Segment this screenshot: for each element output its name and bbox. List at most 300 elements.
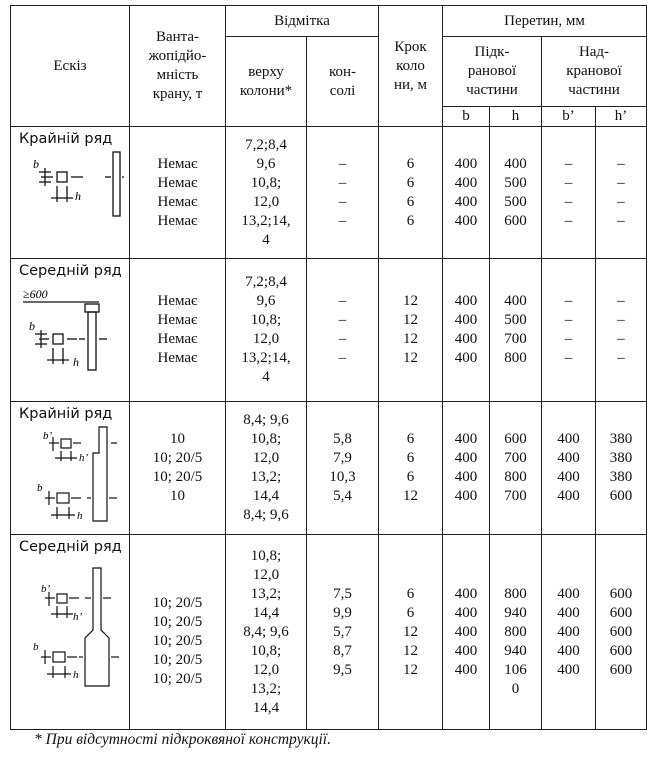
cell-line xyxy=(379,680,442,699)
b-prime-cell xyxy=(542,127,596,259)
header-b-prime: b’ xyxy=(542,107,596,127)
cell-line: Над- xyxy=(578,44,610,60)
cell-line xyxy=(490,566,541,585)
cell-line: 7,2;8,4 xyxy=(245,136,287,153)
cell-line xyxy=(379,566,442,585)
cell-line: 10,8; xyxy=(250,642,282,659)
cell-line: 400 xyxy=(454,174,478,191)
cell-line: 400 xyxy=(557,585,580,602)
cell-line xyxy=(596,506,646,525)
cell-line: 12,0 xyxy=(252,193,280,210)
cell-line: 10 xyxy=(170,488,185,504)
cell-line: 7,5 xyxy=(333,585,352,602)
cell-line: 8,4; 9,6 xyxy=(243,507,289,523)
header-mark: Відмітка xyxy=(226,6,379,37)
cell-line: 500 xyxy=(504,193,527,210)
cell-line: 400 xyxy=(454,155,478,172)
cell-line: коло xyxy=(396,57,425,74)
cell-line xyxy=(490,231,541,250)
cell-line: 400 xyxy=(454,431,478,447)
capacity-cell xyxy=(130,402,226,535)
cell-line: 940 xyxy=(504,642,527,659)
cell-line xyxy=(307,699,378,718)
cell-line: 14,4 xyxy=(252,488,280,504)
cell-line: 400 xyxy=(557,604,580,621)
cell-line: 800 xyxy=(504,585,527,602)
svg-text:b: b xyxy=(33,641,39,653)
cell-line: 6 xyxy=(406,450,415,466)
header-capacity xyxy=(130,6,226,127)
cell-line: 6 xyxy=(406,604,415,621)
cell-line: 8,4; 9,6 xyxy=(243,412,289,428)
cell-line: 14,4 xyxy=(252,604,280,621)
header-step xyxy=(379,6,443,127)
cell-line: 9,5 xyxy=(333,661,352,678)
cell-line: 400 xyxy=(454,642,478,659)
b-cell xyxy=(443,259,490,402)
h-cell xyxy=(490,127,542,259)
b-prime-cell xyxy=(542,259,596,402)
cell-line: 380 xyxy=(609,450,633,466)
cell-line: 0 xyxy=(511,680,520,697)
cell-line: колони* xyxy=(239,82,293,99)
cell-line: 940 xyxy=(504,604,527,621)
cell-line: 6 xyxy=(406,585,415,602)
cell-line: 7,9 xyxy=(333,450,352,466)
cell-line: – xyxy=(564,350,573,366)
cell-line xyxy=(130,689,225,708)
cell-line: 9,6 xyxy=(256,155,276,172)
cell-line: Немає xyxy=(157,155,198,172)
cell-line: – xyxy=(338,331,347,347)
cell-line: жопідйо- xyxy=(148,48,207,64)
cell-line xyxy=(307,680,378,699)
cell-line: Ванта- xyxy=(155,29,200,45)
console-cell xyxy=(307,535,379,730)
cell-line xyxy=(307,231,378,250)
svg-text:h: h xyxy=(77,510,83,522)
cell-line: – xyxy=(338,212,347,229)
header-sub-crane xyxy=(443,37,542,107)
cell-line xyxy=(307,566,378,585)
cell-line: 600 xyxy=(609,488,633,504)
cell-line xyxy=(130,708,225,727)
h-prime-cell xyxy=(596,402,647,535)
cell-line: – xyxy=(564,212,573,229)
cell-line: 106 xyxy=(504,661,527,678)
cell-line: 9,9 xyxy=(333,604,352,621)
cell-line: 10; 20/5 xyxy=(152,671,203,687)
cell-line: 400 xyxy=(454,623,478,640)
cell-line xyxy=(443,566,489,585)
cell-line xyxy=(542,566,595,585)
cell-line xyxy=(307,136,378,155)
cell-line: 10; 20/5 xyxy=(152,652,203,668)
cell-line xyxy=(130,368,225,387)
cell-line: 10; 20/5 xyxy=(152,614,203,630)
cell-line: 400 xyxy=(454,585,478,602)
cell-line: 400 xyxy=(454,450,478,466)
cell-line: 600 xyxy=(609,642,633,659)
cell-line: 10,8; xyxy=(250,431,282,447)
cell-line xyxy=(443,273,489,292)
cell-line xyxy=(130,411,225,430)
b-cell xyxy=(443,535,490,730)
cell-line xyxy=(443,547,489,566)
cell-line: 10; 20/5 xyxy=(152,469,203,485)
cell-line: 6 xyxy=(406,431,415,447)
cell-line: 400 xyxy=(454,469,478,485)
header-mark-top xyxy=(226,37,307,127)
h-prime-cell xyxy=(596,259,647,402)
sketch-middle-row-no-crane: Середній ряд ≥600 b h xyxy=(11,259,130,402)
cell-line: – xyxy=(564,331,573,347)
svg-text:b: b xyxy=(29,319,35,333)
cell-line: 380 xyxy=(609,469,633,485)
table-row xyxy=(11,402,647,535)
column-sketch-icon xyxy=(19,558,124,688)
cell-line: – xyxy=(338,155,347,172)
cell-line xyxy=(542,506,595,525)
step-cell xyxy=(379,402,443,535)
cell-line: 10,8; xyxy=(250,174,282,191)
cell-line xyxy=(130,231,225,250)
cell-line xyxy=(490,547,541,566)
cell-line: 10 xyxy=(170,431,185,447)
column-spec-table xyxy=(10,5,647,730)
cell-line xyxy=(307,273,378,292)
cell-line: 13,2; xyxy=(250,469,282,485)
console-cell xyxy=(307,259,379,402)
cell-line xyxy=(379,136,442,155)
cell-line xyxy=(443,506,489,525)
cell-line xyxy=(443,231,489,250)
cell-line xyxy=(130,136,225,155)
cell-line xyxy=(130,556,225,575)
cell-line: 6 xyxy=(406,155,415,172)
cell-line xyxy=(490,368,541,387)
cell-line: 800 xyxy=(504,469,527,485)
svg-text:h: h xyxy=(75,189,81,203)
cell-line xyxy=(596,547,646,566)
cell-line: частини xyxy=(568,82,620,98)
cell-line xyxy=(596,411,646,430)
svg-text:b: b xyxy=(33,157,39,171)
cell-line: Немає xyxy=(157,174,198,191)
cell-line: 6 xyxy=(406,174,415,191)
cell-line: кон- xyxy=(328,63,357,80)
header-h-prime: h’ xyxy=(596,107,647,127)
column-sketch-icon xyxy=(19,425,124,525)
cell-line xyxy=(443,680,489,699)
sketch-middle-row-crane: Середній ряд b’ h’ b h xyxy=(11,535,130,730)
b-prime-cell xyxy=(542,535,596,730)
sketch-edge-row-crane: Крайній ряд b’ h’ b h xyxy=(11,402,130,535)
cell-line: 12 xyxy=(403,293,418,309)
cell-line: 7,2;8,4 xyxy=(245,274,287,290)
b-cell xyxy=(443,402,490,535)
cell-line xyxy=(379,368,442,387)
cell-line: 400 xyxy=(557,488,580,504)
cell-line xyxy=(490,136,541,155)
cell-line: Підк- xyxy=(474,44,510,60)
cell-line: 12,0 xyxy=(252,566,280,583)
cell-line xyxy=(130,575,225,594)
cell-line xyxy=(596,680,646,699)
cell-line: 500 xyxy=(504,174,527,191)
cell-line: 12 xyxy=(403,331,418,347)
mark-top-cell xyxy=(226,535,307,730)
cell-line: – xyxy=(617,212,625,229)
cell-line xyxy=(130,537,225,556)
cell-line xyxy=(596,273,646,292)
cell-line: 400 xyxy=(557,469,580,485)
cell-line xyxy=(307,547,378,566)
cell-line: Немає xyxy=(157,312,198,328)
cell-line xyxy=(596,136,646,155)
cell-line: 400 xyxy=(454,193,478,210)
cell-line: 13,2;14, xyxy=(241,212,291,229)
cell-line: Немає xyxy=(157,293,198,309)
console-cell xyxy=(307,402,379,535)
cell-line xyxy=(596,368,646,387)
cell-line xyxy=(490,411,541,430)
cell-line xyxy=(379,273,442,292)
cell-line xyxy=(379,231,442,250)
cell-line xyxy=(130,506,225,525)
cell-line xyxy=(379,506,442,525)
svg-text:h’: h’ xyxy=(73,611,83,623)
cell-line xyxy=(542,136,595,155)
cell-line: 400 xyxy=(454,312,478,328)
cell-line: – xyxy=(338,193,347,210)
cell-line: 400 xyxy=(454,212,478,229)
cell-line: 10,8; xyxy=(250,312,282,328)
cell-line: 400 xyxy=(557,642,580,659)
cell-line: 8,7 xyxy=(333,642,352,659)
cell-line: 10; 20/5 xyxy=(152,595,203,611)
cell-line: 12 xyxy=(403,642,418,659)
capacity-cell xyxy=(130,259,226,402)
cell-line: – xyxy=(338,174,347,191)
cell-line: – xyxy=(564,293,573,309)
cell-line xyxy=(542,368,595,387)
h-cell xyxy=(490,259,542,402)
cell-line: – xyxy=(617,174,625,191)
cell-line: 600 xyxy=(609,623,633,640)
cell-line xyxy=(596,231,646,250)
cell-line: 400 xyxy=(454,604,478,621)
cell-line: – xyxy=(338,293,347,309)
cell-line: Крок xyxy=(394,38,427,55)
cell-line: – xyxy=(338,312,347,328)
capacity-cell xyxy=(130,535,226,730)
cell-line: мність xyxy=(156,67,199,83)
cell-line: 12,0 xyxy=(252,331,280,347)
cell-line: 400 xyxy=(454,661,478,678)
cell-line: – xyxy=(617,312,625,328)
cell-line: 5,8 xyxy=(333,431,352,447)
cell-line: 600 xyxy=(504,212,527,229)
cell-line: – xyxy=(617,155,625,172)
footnote: * При відсутності підкроквяної конструкції. xyxy=(34,731,331,748)
sketch-edge-row-no-crane: Крайній ряд b h xyxy=(11,127,130,259)
cell-line: 400 xyxy=(454,293,478,309)
cell-line: 700 xyxy=(504,331,527,347)
cell-line: 10; 20/5 xyxy=(152,633,203,649)
cell-line xyxy=(307,411,378,430)
svg-text:b’: b’ xyxy=(43,430,53,442)
cell-line: крану, т xyxy=(152,86,203,102)
cell-line: – xyxy=(617,350,625,366)
cell-line: 6 xyxy=(406,193,415,210)
cell-line: 380 xyxy=(609,431,633,447)
cell-line: 400 xyxy=(557,431,580,447)
h-prime-cell xyxy=(596,535,647,730)
cell-line: кранової xyxy=(566,63,622,79)
cell-line: верху xyxy=(248,63,284,80)
table-row xyxy=(11,535,647,730)
cell-line: 13,2; xyxy=(250,680,282,697)
cell-line: 4 xyxy=(262,369,270,385)
cell-line: 400 xyxy=(454,350,478,366)
cell-line: 12,0 xyxy=(252,450,280,466)
cell-line: 400 xyxy=(504,155,527,172)
cell-line: 13,2; xyxy=(250,585,282,602)
cell-line: 13,2;14, xyxy=(241,350,291,366)
cell-line: 12 xyxy=(403,312,418,328)
cell-line: 10; 20/5 xyxy=(152,450,203,466)
cell-line: ранової xyxy=(467,63,517,79)
cell-line: – xyxy=(617,331,625,347)
cell-line: – xyxy=(564,155,573,172)
cell-line: 400 xyxy=(504,293,527,309)
header-over-crane xyxy=(542,37,647,107)
table-row xyxy=(11,259,647,402)
cell-line: 400 xyxy=(557,450,580,466)
cell-line: 10,3 xyxy=(329,469,356,485)
cell-line xyxy=(443,368,489,387)
header-section: Перетин, мм xyxy=(443,6,647,37)
cell-line: 600 xyxy=(609,585,633,602)
cell-line: 12 xyxy=(403,623,418,640)
mark-top-cell xyxy=(226,402,307,535)
h-cell xyxy=(490,535,542,730)
column-sketch-icon xyxy=(19,282,124,374)
cell-line: 5,7 xyxy=(333,623,352,640)
cell-line: солі xyxy=(329,82,356,99)
cell-line xyxy=(443,411,489,430)
cell-line: 800 xyxy=(504,350,527,366)
cell-line: 600 xyxy=(609,604,633,621)
mark-top-cell xyxy=(226,127,307,259)
cell-line xyxy=(490,273,541,292)
cell-line xyxy=(379,547,442,566)
cell-line: – xyxy=(564,312,573,328)
cell-line xyxy=(379,699,442,718)
cell-line: 400 xyxy=(557,661,580,678)
cell-line xyxy=(542,231,595,250)
header-sketch: Ескіз xyxy=(11,6,130,127)
svg-text:b’: b’ xyxy=(41,583,51,595)
svg-text:≥600: ≥600 xyxy=(23,287,48,301)
cell-line: Немає xyxy=(157,331,198,347)
cell-line: 800 xyxy=(504,623,527,640)
cell-line: частини xyxy=(466,82,518,98)
cell-line xyxy=(596,566,646,585)
svg-text:h: h xyxy=(73,355,79,369)
cell-line: 12 xyxy=(403,350,418,366)
cell-line xyxy=(130,273,225,292)
cell-line: – xyxy=(617,193,625,210)
cell-line xyxy=(542,411,595,430)
cell-line xyxy=(307,368,378,387)
header-b: b xyxy=(443,107,490,127)
cell-line: 5,4 xyxy=(333,488,352,504)
console-cell xyxy=(307,127,379,259)
cell-line xyxy=(542,680,595,699)
cell-line: 12,0 xyxy=(252,661,280,678)
b-cell xyxy=(443,127,490,259)
table-row xyxy=(11,127,647,259)
mark-top-cell xyxy=(226,259,307,402)
cell-line: – xyxy=(564,193,573,210)
svg-text:h’: h’ xyxy=(79,452,89,464)
b-prime-cell xyxy=(542,402,596,535)
cell-line xyxy=(542,273,595,292)
svg-text:h: h xyxy=(73,669,79,681)
cell-line xyxy=(490,699,541,718)
step-cell xyxy=(379,535,443,730)
cell-line: 400 xyxy=(454,488,478,504)
cell-line: 12 xyxy=(403,661,418,678)
cell-line: 6 xyxy=(406,469,415,485)
cell-line: 700 xyxy=(504,488,527,504)
cell-line: 4 xyxy=(262,231,270,248)
cell-line: Немає xyxy=(157,212,198,229)
cell-line: – xyxy=(338,350,347,366)
cell-line: 8,4; 9,6 xyxy=(243,623,289,640)
cell-line: Немає xyxy=(157,350,198,366)
cell-line: 600 xyxy=(504,431,527,447)
cell-line: ни, м xyxy=(393,76,428,93)
cell-line: 10,8; xyxy=(250,547,282,564)
cell-line: 600 xyxy=(609,661,633,678)
cell-line: 14,4 xyxy=(252,699,280,716)
svg-text:b: b xyxy=(37,482,43,494)
cell-line: 6 xyxy=(406,212,415,229)
header-h: h xyxy=(490,107,542,127)
cell-line: 500 xyxy=(504,312,527,328)
step-cell xyxy=(379,127,443,259)
capacity-cell xyxy=(130,127,226,259)
cell-line: – xyxy=(617,293,625,309)
h-cell xyxy=(490,402,542,535)
cell-line: 400 xyxy=(454,331,478,347)
cell-line: 700 xyxy=(504,450,527,466)
cell-line xyxy=(443,136,489,155)
cell-line xyxy=(542,547,595,566)
cell-line xyxy=(379,411,442,430)
step-cell xyxy=(379,259,443,402)
cell-line xyxy=(490,506,541,525)
cell-line: 12 xyxy=(403,488,418,504)
cell-line: – xyxy=(564,174,573,191)
cell-line: 9,6 xyxy=(256,293,276,309)
h-prime-cell xyxy=(596,127,647,259)
cell-line xyxy=(542,699,595,718)
cell-line: 400 xyxy=(557,623,580,640)
